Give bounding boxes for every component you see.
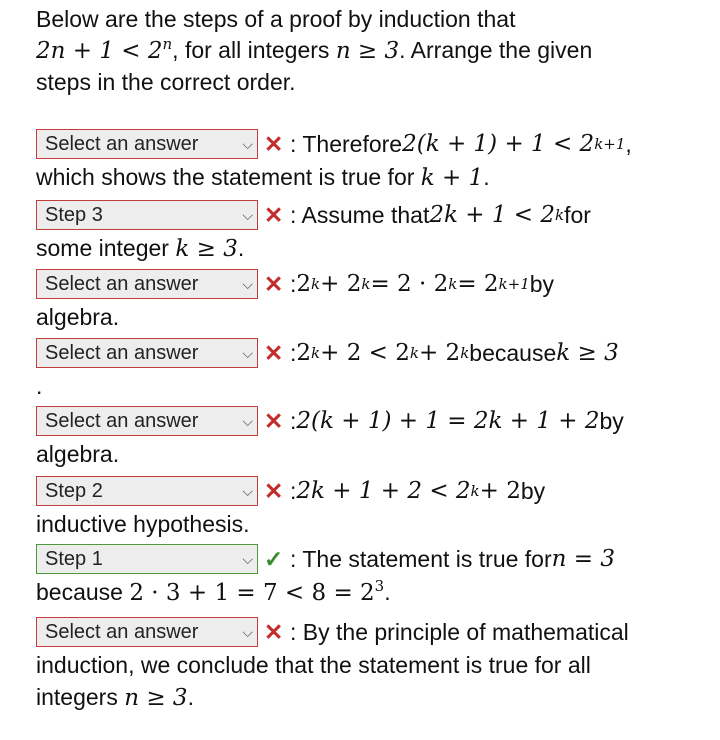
chevron-down-icon: ⌵	[242, 624, 253, 640]
step-text: :	[290, 340, 297, 366]
proof-step: Select an answer ⌵ ✕ : 2 k + 2 k = 2 · 2 k = 2 k+1 by algebra.	[36, 267, 718, 333]
step-text: :	[290, 408, 297, 434]
check-mark-icon: ✓	[264, 545, 284, 572]
step-order-select[interactable]	[36, 200, 258, 230]
prompt-text: steps in the correct order.	[36, 69, 296, 95]
step-text: algebra.	[36, 441, 120, 467]
x-mark-icon: ✕	[264, 270, 284, 297]
chevron-down-icon: ⌵	[242, 276, 253, 292]
step-text: : Therefore	[290, 131, 403, 157]
step-math: 2k + 1 < 2	[429, 202, 555, 228]
select-value: Select an answer	[45, 410, 199, 432]
proof-step: Step 2 ⌵ ✕ : 2k + 1 + 2 < 2 k + 2 by inductive hypothesis.	[36, 474, 718, 540]
prompt-text: Below are the steps of a proof by induction that	[36, 6, 516, 32]
prompt-text: , for all integers	[172, 37, 330, 63]
chevron-down-icon: ⌵	[242, 136, 253, 152]
step-text: :	[290, 478, 297, 504]
step-math: + 2	[320, 271, 362, 297]
step-math: 2	[296, 271, 312, 297]
step-math: + 2	[418, 340, 461, 366]
step-math: 2 · 3 + 1 = 7 < 8 = 2	[129, 580, 375, 606]
step-math: + 2 < 2	[320, 340, 410, 366]
step-text: .	[483, 164, 490, 190]
step-math: k ≥ 3	[175, 236, 238, 262]
x-mark-icon: ✕	[264, 618, 284, 645]
proof-step: Select an answer ⌵ ✕ : Therefore 2(k + 1) + 1 < 2 k+1 , which shows the statement is true for k + 1.	[36, 127, 718, 194]
step-math: k + 1	[420, 165, 484, 191]
question-prompt	[36, 4, 706, 98]
select-value: Select an answer	[45, 342, 199, 364]
step-text: inductive hypothesis.	[36, 511, 250, 537]
step-text: because	[36, 579, 130, 605]
select-value: Select an answer	[45, 133, 199, 155]
step-text: by	[529, 271, 555, 297]
proof-step	[36, 542, 718, 609]
step-math: = 2 · 2	[370, 271, 449, 297]
x-mark-icon: ✕	[264, 201, 284, 228]
step-text: .	[384, 579, 391, 605]
select-value: Step 1	[45, 548, 103, 570]
step-text: because	[469, 340, 557, 366]
step-order-select[interactable]	[36, 269, 258, 299]
proof-step	[36, 615, 718, 714]
step-order-select[interactable]	[36, 338, 258, 368]
x-mark-icon: ✕	[264, 339, 284, 366]
step-text: which shows the statement is true for	[36, 164, 421, 190]
step-text: : The statement is true for	[290, 546, 552, 572]
step-math: + 2	[479, 478, 521, 504]
step-text: :	[290, 271, 297, 297]
chevron-down-icon: ⌵	[242, 345, 253, 361]
step-order-select[interactable]	[36, 406, 258, 436]
select-value: Select an answer	[45, 621, 199, 643]
select-value: Step 3	[45, 204, 103, 226]
step-text: for	[564, 202, 591, 228]
step-order-select[interactable]	[36, 617, 258, 647]
step-math: 2k + 1 + 2 < 2	[296, 478, 471, 504]
proof-step	[36, 404, 718, 470]
step-text: ,	[625, 131, 632, 157]
step-math: 2(k + 1) + 1 < 2	[402, 131, 595, 157]
select-value: Select an answer	[45, 273, 199, 295]
step-math: 2	[296, 340, 312, 366]
step-math: k ≥ 3	[556, 340, 619, 366]
step-text: by	[599, 408, 624, 434]
step-order-select[interactable]	[36, 129, 258, 159]
chevron-down-icon: ⌵	[242, 551, 253, 567]
prompt-math: 2n + 1 < 2	[36, 38, 163, 64]
step-text: by	[520, 478, 546, 504]
select-value: Step 2	[45, 480, 103, 502]
step-math: 2(k + 1) + 1 = 2k + 1 + 2	[296, 408, 600, 434]
step-text: : Assume that	[290, 202, 430, 228]
step-math-exponent: 3	[374, 577, 385, 595]
proof-step: Select an answer ⌵ ✕ : 2 k + 2 < 2 k + 2 k because k ≥ 3 .	[36, 336, 718, 402]
step-text: integers	[36, 684, 125, 710]
step-text: induction, we conclude that the statement is true for all	[36, 652, 591, 678]
step-text: .	[237, 235, 245, 261]
chevron-down-icon: ⌵	[242, 483, 253, 499]
step-math: = 2	[457, 271, 499, 297]
step-text: .	[187, 684, 194, 710]
step-order-select[interactable]	[36, 476, 258, 506]
prompt-math-exponent: n	[162, 35, 173, 53]
step-text: algebra.	[36, 304, 120, 330]
chevron-down-icon: ⌵	[242, 207, 253, 223]
prompt-math-condition: n ≥ 3	[335, 38, 400, 64]
step-order-select[interactable]	[36, 544, 258, 574]
chevron-down-icon: ⌵	[242, 413, 253, 429]
step-math: n = 3	[551, 546, 615, 572]
prompt-text: . Arrange the given	[399, 37, 593, 63]
step-text: .	[36, 373, 43, 399]
x-mark-icon: ✕	[264, 407, 284, 434]
x-mark-icon: ✕	[264, 477, 284, 504]
proof-step: Step 3 ⌵ ✕ : Assume that 2k + 1 < 2 k for some integer k ≥ 3.	[36, 198, 718, 265]
step-math: n ≥ 3	[124, 685, 188, 711]
step-text: : By the principle of mathematical	[290, 619, 629, 645]
x-mark-icon: ✕	[264, 130, 284, 157]
step-text: some integer	[36, 235, 176, 261]
